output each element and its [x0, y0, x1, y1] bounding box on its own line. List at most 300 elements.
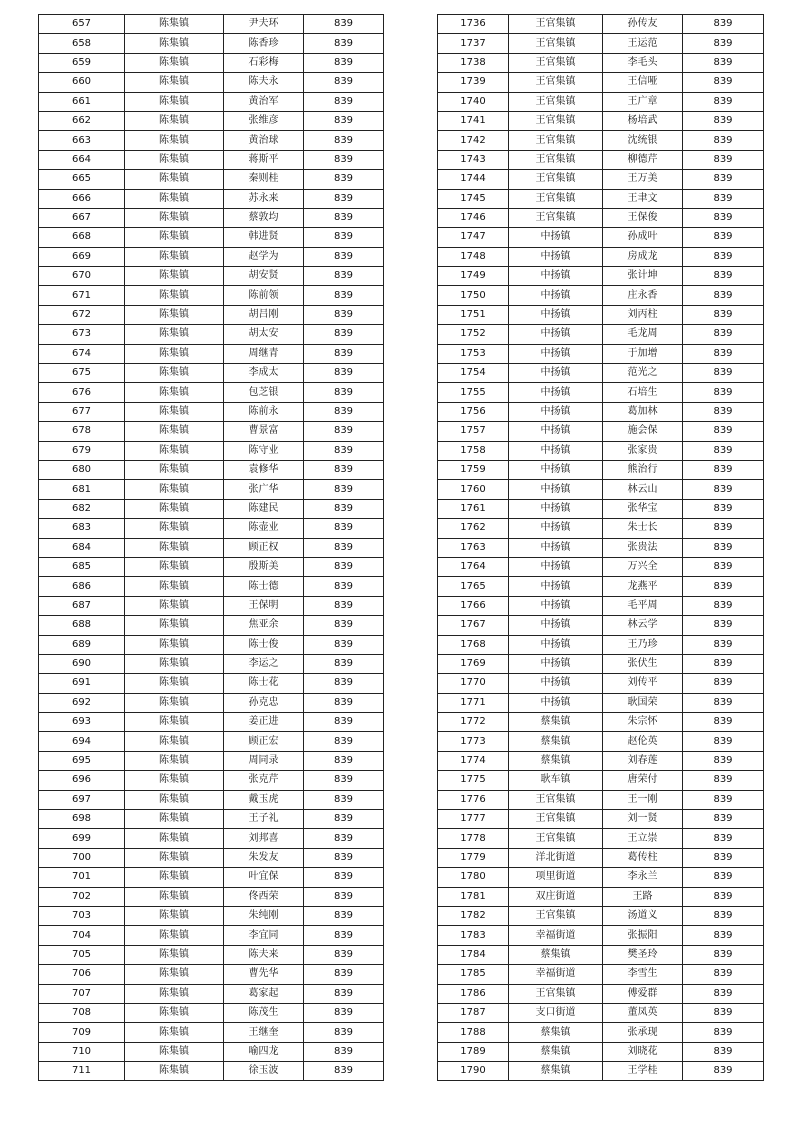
table-row: [39, 771, 384, 790]
name-cell: 陈壶业: [224, 519, 304, 538]
serial-number-cell: 695: [39, 751, 125, 770]
town-cell: 陈集镇: [125, 305, 224, 324]
name-cell: 张家贵: [603, 441, 683, 460]
amount-cell: 839: [683, 267, 764, 286]
town-cell: 王官集镇: [509, 92, 603, 111]
serial-number-cell: 665: [39, 170, 125, 189]
name-cell: 汤道义: [603, 906, 683, 925]
name-cell: 万兴全: [603, 557, 683, 576]
name-cell: 胡吕刚: [224, 305, 304, 324]
name-cell: 张承现: [603, 1023, 683, 1042]
town-cell: 项里街道: [509, 868, 603, 887]
table-row: [438, 305, 764, 324]
town-cell: 陈集镇: [125, 53, 224, 72]
serial-number-cell: 675: [39, 364, 125, 383]
amount-cell: 839: [683, 538, 764, 557]
table-row: [39, 616, 384, 635]
table-row: [438, 887, 764, 906]
name-cell: 朱宗怀: [603, 713, 683, 732]
serial-number-cell: 689: [39, 635, 125, 654]
serial-number-cell: 658: [39, 34, 125, 53]
serial-number-cell: 670: [39, 267, 125, 286]
name-cell: 陈夫永: [224, 73, 304, 92]
serial-number-cell: 1749: [438, 267, 509, 286]
amount-cell: 839: [304, 247, 384, 266]
name-cell: 孙克忠: [224, 693, 304, 712]
table-row: [39, 1042, 384, 1061]
amount-cell: 839: [683, 984, 764, 1003]
town-cell: 陈集镇: [125, 499, 224, 518]
name-cell: 王继奎: [224, 1023, 304, 1042]
name-cell: 刘邦喜: [224, 829, 304, 848]
table-row: [438, 771, 764, 790]
amount-cell: 839: [304, 228, 384, 247]
amount-cell: 839: [683, 325, 764, 344]
town-cell: 陈集镇: [125, 906, 224, 925]
table-row: [438, 325, 764, 344]
table-row: [39, 402, 384, 421]
town-cell: 中扬镇: [509, 538, 603, 557]
table-row: [39, 92, 384, 111]
table-row: [39, 887, 384, 906]
name-cell: 陈建民: [224, 499, 304, 518]
amount-cell: 839: [304, 829, 384, 848]
table-row: [39, 868, 384, 887]
table-row: [438, 577, 764, 596]
table-row: [438, 92, 764, 111]
name-cell: 耿国荣: [603, 693, 683, 712]
town-cell: 王官集镇: [509, 170, 603, 189]
name-cell: 张华宝: [603, 499, 683, 518]
amount-cell: 839: [683, 92, 764, 111]
name-cell: 李永兰: [603, 868, 683, 887]
town-cell: 陈集镇: [125, 557, 224, 576]
name-cell: 石彩梅: [224, 53, 304, 72]
table-row: [438, 150, 764, 169]
table-row: [438, 228, 764, 247]
table-row: [438, 460, 764, 479]
serial-number-cell: 698: [39, 810, 125, 829]
amount-cell: 839: [683, 965, 764, 984]
town-cell: 中扬镇: [509, 305, 603, 324]
town-cell: 陈集镇: [125, 15, 224, 34]
name-cell: 陈前永: [224, 402, 304, 421]
table-row: [438, 383, 764, 402]
table-row: [438, 402, 764, 421]
serial-number-cell: 694: [39, 732, 125, 751]
serial-number-cell: 672: [39, 305, 125, 324]
table-row: [39, 286, 384, 305]
serial-number-cell: 667: [39, 208, 125, 227]
name-cell: 徐玉波: [224, 1062, 304, 1081]
amount-cell: 839: [304, 305, 384, 324]
town-cell: 陈集镇: [125, 693, 224, 712]
amount-cell: 839: [304, 131, 384, 150]
amount-cell: 839: [304, 15, 384, 34]
town-cell: 陈集镇: [125, 208, 224, 227]
amount-cell: 839: [304, 364, 384, 383]
amount-cell: 839: [304, 150, 384, 169]
serial-number-cell: 1739: [438, 73, 509, 92]
name-cell: 韩进贤: [224, 228, 304, 247]
town-cell: 中扬镇: [509, 596, 603, 615]
amount-cell: 839: [683, 305, 764, 324]
name-cell: 陈士花: [224, 674, 304, 693]
amount-cell: 839: [304, 557, 384, 576]
serial-number-cell: 681: [39, 480, 125, 499]
name-cell: 叶宜保: [224, 868, 304, 887]
town-cell: 双庄街道: [509, 887, 603, 906]
town-cell: 陈集镇: [125, 286, 224, 305]
serial-number-cell: 708: [39, 1003, 125, 1022]
serial-number-cell: 1784: [438, 945, 509, 964]
left-roster-body: [39, 15, 384, 1081]
town-cell: 中扬镇: [509, 441, 603, 460]
name-cell: 王保明: [224, 596, 304, 615]
serial-number-cell: 1764: [438, 557, 509, 576]
town-cell: 陈集镇: [125, 732, 224, 751]
table-row: [39, 577, 384, 596]
table-row: [438, 654, 764, 673]
serial-number-cell: 673: [39, 325, 125, 344]
name-cell: 黄治军: [224, 92, 304, 111]
amount-cell: 839: [304, 887, 384, 906]
amount-cell: 839: [304, 538, 384, 557]
amount-cell: 839: [304, 170, 384, 189]
town-cell: 陈集镇: [125, 150, 224, 169]
amount-cell: 839: [304, 441, 384, 460]
serial-number-cell: 664: [39, 150, 125, 169]
town-cell: 中扬镇: [509, 286, 603, 305]
serial-number-cell: 709: [39, 1023, 125, 1042]
amount-cell: 839: [304, 286, 384, 305]
amount-cell: 839: [304, 751, 384, 770]
table-row: [39, 654, 384, 673]
amount-cell: 839: [683, 829, 764, 848]
table-row: [438, 732, 764, 751]
name-cell: 朱纯刚: [224, 906, 304, 925]
name-cell: 刘一贤: [603, 810, 683, 829]
serial-number-cell: 668: [39, 228, 125, 247]
amount-cell: 839: [304, 868, 384, 887]
amount-cell: 839: [304, 73, 384, 92]
table-row: [438, 848, 764, 867]
amount-cell: 839: [683, 53, 764, 72]
name-cell: 尹夫环: [224, 15, 304, 34]
town-cell: 陈集镇: [125, 1042, 224, 1061]
serial-number-cell: 1777: [438, 810, 509, 829]
table-row: [39, 732, 384, 751]
serial-number-cell: 1740: [438, 92, 509, 111]
name-cell: 陈夫来: [224, 945, 304, 964]
town-cell: 陈集镇: [125, 848, 224, 867]
serial-number-cell: 697: [39, 790, 125, 809]
serial-number-cell: 691: [39, 674, 125, 693]
table-row: [39, 383, 384, 402]
serial-number-cell: 1779: [438, 848, 509, 867]
table-row: [438, 170, 764, 189]
amount-cell: 839: [683, 34, 764, 53]
town-cell: 中扬镇: [509, 519, 603, 538]
serial-number-cell: 1786: [438, 984, 509, 1003]
amount-cell: 839: [304, 635, 384, 654]
serial-number-cell: 1770: [438, 674, 509, 693]
town-cell: 陈集镇: [125, 713, 224, 732]
town-cell: 陈集镇: [125, 829, 224, 848]
serial-number-cell: 659: [39, 53, 125, 72]
name-cell: 房成龙: [603, 247, 683, 266]
serial-number-cell: 1747: [438, 228, 509, 247]
table-row: [39, 538, 384, 557]
amount-cell: 839: [683, 926, 764, 945]
table-row: [438, 984, 764, 1003]
table-row: [39, 713, 384, 732]
town-cell: 王官集镇: [509, 829, 603, 848]
name-cell: 周继青: [224, 344, 304, 363]
name-cell: 周同录: [224, 751, 304, 770]
amount-cell: 839: [304, 267, 384, 286]
serial-number-cell: 1785: [438, 965, 509, 984]
table-row: [39, 1062, 384, 1081]
table-row: [438, 111, 764, 130]
serial-number-cell: 700: [39, 848, 125, 867]
town-cell: 蔡集镇: [509, 751, 603, 770]
serial-number-cell: 1762: [438, 519, 509, 538]
serial-number-cell: 1745: [438, 189, 509, 208]
table-row: [438, 751, 764, 770]
name-cell: 佟西荣: [224, 887, 304, 906]
name-cell: 沈统银: [603, 131, 683, 150]
table-row: [438, 247, 764, 266]
town-cell: 陈集镇: [125, 965, 224, 984]
table-row: [438, 810, 764, 829]
amount-cell: 839: [683, 189, 764, 208]
table-row: [438, 713, 764, 732]
town-cell: 中扬镇: [509, 402, 603, 421]
amount-cell: 839: [304, 1042, 384, 1061]
table-row: [39, 674, 384, 693]
table-row: [438, 499, 764, 518]
table-row: [39, 751, 384, 770]
town-cell: 陈集镇: [125, 325, 224, 344]
serial-number-cell: 705: [39, 945, 125, 964]
serial-number-cell: 666: [39, 189, 125, 208]
table-row: [438, 364, 764, 383]
amount-cell: 839: [304, 693, 384, 712]
town-cell: 陈集镇: [125, 402, 224, 421]
table-row: [39, 926, 384, 945]
town-cell: 陈集镇: [125, 34, 224, 53]
serial-number-cell: 671: [39, 286, 125, 305]
serial-number-cell: 1760: [438, 480, 509, 499]
amount-cell: 839: [304, 945, 384, 964]
town-cell: 陈集镇: [125, 868, 224, 887]
town-cell: 王官集镇: [509, 150, 603, 169]
town-cell: 王官集镇: [509, 208, 603, 227]
name-cell: 陈前领: [224, 286, 304, 305]
amount-cell: 839: [683, 1062, 764, 1081]
name-cell: 毛平周: [603, 596, 683, 615]
serial-number-cell: 1742: [438, 131, 509, 150]
town-cell: 幸福街道: [509, 926, 603, 945]
name-cell: 王聿文: [603, 189, 683, 208]
name-cell: 王万美: [603, 170, 683, 189]
amount-cell: 839: [304, 460, 384, 479]
serial-number-cell: 661: [39, 92, 125, 111]
left-roster-table: [38, 14, 384, 1081]
name-cell: 曹景富: [224, 422, 304, 441]
town-cell: 陈集镇: [125, 267, 224, 286]
table-row: [39, 34, 384, 53]
name-cell: 刘晓花: [603, 1042, 683, 1061]
town-cell: 王官集镇: [509, 906, 603, 925]
name-cell: 孙成叶: [603, 228, 683, 247]
name-cell: 焦亚余: [224, 616, 304, 635]
name-cell: 张广华: [224, 480, 304, 499]
serial-number-cell: 690: [39, 654, 125, 673]
town-cell: 陈集镇: [125, 228, 224, 247]
serial-number-cell: 682: [39, 499, 125, 518]
name-cell: 傅爱群: [603, 984, 683, 1003]
town-cell: 陈集镇: [125, 751, 224, 770]
table-row: [39, 53, 384, 72]
town-cell: 中扬镇: [509, 635, 603, 654]
amount-cell: 839: [304, 713, 384, 732]
serial-number-cell: 1759: [438, 460, 509, 479]
serial-number-cell: 684: [39, 538, 125, 557]
name-cell: 朱士长: [603, 519, 683, 538]
amount-cell: 839: [304, 616, 384, 635]
serial-number-cell: 662: [39, 111, 125, 130]
serial-number-cell: 1776: [438, 790, 509, 809]
amount-cell: 839: [683, 441, 764, 460]
table-row: [39, 170, 384, 189]
table-row: [438, 926, 764, 945]
name-cell: 龙燕平: [603, 577, 683, 596]
right-roster-body: [438, 15, 764, 1081]
serial-number-cell: 1772: [438, 713, 509, 732]
amount-cell: 839: [683, 519, 764, 538]
serial-number-cell: 674: [39, 344, 125, 363]
serial-number-cell: 677: [39, 402, 125, 421]
serial-number-cell: 1748: [438, 247, 509, 266]
serial-number-cell: 1766: [438, 596, 509, 615]
town-cell: 蔡集镇: [509, 713, 603, 732]
table-row: [438, 635, 764, 654]
town-cell: 幸福街道: [509, 965, 603, 984]
amount-cell: 839: [683, 945, 764, 964]
town-cell: 中扬镇: [509, 364, 603, 383]
town-cell: 王官集镇: [509, 189, 603, 208]
amount-cell: 839: [304, 926, 384, 945]
amount-cell: 839: [683, 674, 764, 693]
table-row: [438, 557, 764, 576]
serial-number-cell: 693: [39, 713, 125, 732]
name-cell: 陈士俊: [224, 635, 304, 654]
table-row: [438, 189, 764, 208]
serial-number-cell: 711: [39, 1062, 125, 1081]
amount-cell: 839: [304, 344, 384, 363]
town-cell: 王官集镇: [509, 34, 603, 53]
serial-number-cell: 699: [39, 829, 125, 848]
serial-number-cell: 657: [39, 15, 125, 34]
name-cell: 陈香珍: [224, 34, 304, 53]
amount-cell: 839: [683, 577, 764, 596]
table-row: [39, 829, 384, 848]
table-row: [39, 441, 384, 460]
table-row: [438, 1003, 764, 1022]
serial-number-cell: 1769: [438, 654, 509, 673]
amount-cell: 839: [304, 732, 384, 751]
serial-number-cell: 1754: [438, 364, 509, 383]
name-cell: 王乃珍: [603, 635, 683, 654]
serial-number-cell: 686: [39, 577, 125, 596]
name-cell: 喻四龙: [224, 1042, 304, 1061]
amount-cell: 839: [304, 790, 384, 809]
table-row: [438, 286, 764, 305]
town-cell: 中扬镇: [509, 383, 603, 402]
serial-number-cell: 710: [39, 1042, 125, 1061]
table-row: [39, 150, 384, 169]
amount-cell: 839: [304, 674, 384, 693]
table-row: [39, 460, 384, 479]
table-row: [438, 34, 764, 53]
town-cell: 陈集镇: [125, 131, 224, 150]
serial-number-cell: 1787: [438, 1003, 509, 1022]
serial-number-cell: 1755: [438, 383, 509, 402]
serial-number-cell: 1768: [438, 635, 509, 654]
name-cell: 殷斯美: [224, 557, 304, 576]
name-cell: 胡太安: [224, 325, 304, 344]
name-cell: 张克芹: [224, 771, 304, 790]
amount-cell: 839: [304, 111, 384, 130]
name-cell: 王广章: [603, 92, 683, 111]
amount-cell: 839: [683, 790, 764, 809]
name-cell: 葛加林: [603, 402, 683, 421]
amount-cell: 839: [683, 868, 764, 887]
name-cell: 朱发友: [224, 848, 304, 867]
serial-number-cell: 688: [39, 616, 125, 635]
serial-number-cell: 1763: [438, 538, 509, 557]
name-cell: 王一刚: [603, 790, 683, 809]
amount-cell: 839: [304, 325, 384, 344]
name-cell: 熊治行: [603, 460, 683, 479]
town-cell: 陈集镇: [125, 945, 224, 964]
name-cell: 赵学为: [224, 247, 304, 266]
name-cell: 林云学: [603, 616, 683, 635]
amount-cell: 839: [304, 810, 384, 829]
table-row: [438, 73, 764, 92]
amount-cell: 839: [683, 693, 764, 712]
name-cell: 王学桂: [603, 1062, 683, 1081]
town-cell: 陈集镇: [125, 887, 224, 906]
table-row: [39, 906, 384, 925]
name-cell: 王运范: [603, 34, 683, 53]
town-cell: 陈集镇: [125, 538, 224, 557]
serial-number-cell: 1746: [438, 208, 509, 227]
amount-cell: 839: [683, 247, 764, 266]
table-row: [438, 519, 764, 538]
town-cell: 陈集镇: [125, 247, 224, 266]
town-cell: 中扬镇: [509, 674, 603, 693]
name-cell: 陈士德: [224, 577, 304, 596]
amount-cell: 839: [304, 519, 384, 538]
name-cell: 张贵法: [603, 538, 683, 557]
town-cell: 陈集镇: [125, 771, 224, 790]
serial-number-cell: 683: [39, 519, 125, 538]
town-cell: 陈集镇: [125, 170, 224, 189]
name-cell: 李成太: [224, 364, 304, 383]
